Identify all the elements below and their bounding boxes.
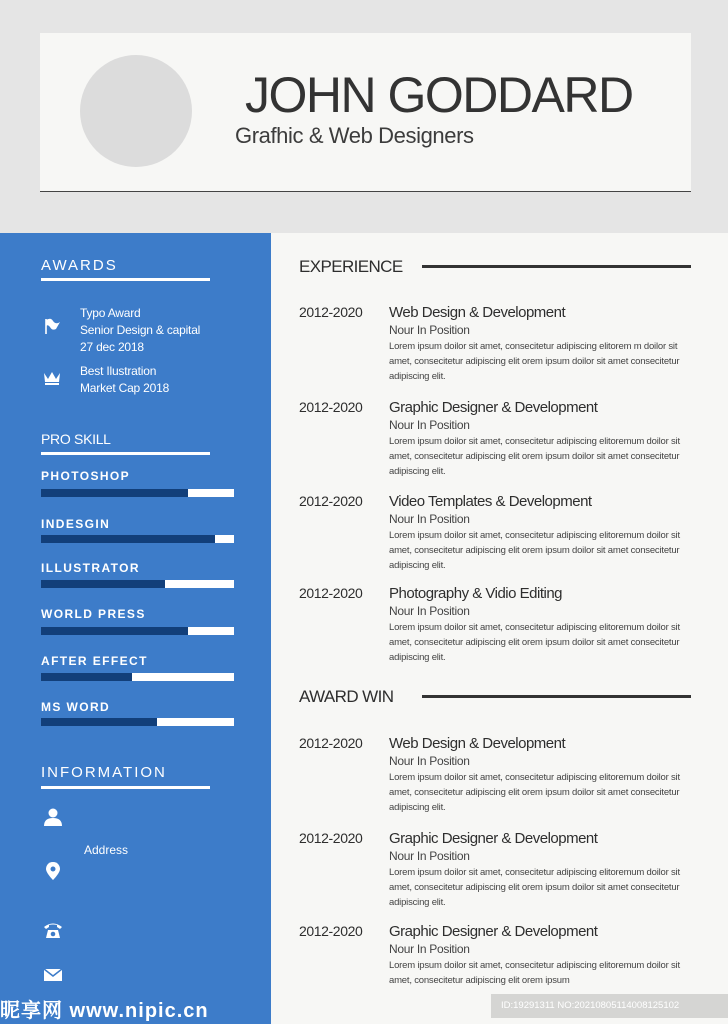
skill-bar-indesgin [41,535,234,543]
entry-title: Web Design & Development [389,304,566,321]
sidebar [0,233,271,1024]
award-2-line-1: Best Ilustration [80,364,157,378]
entry-date: 2012-2020 [299,493,363,509]
skill-fill [41,580,165,588]
entry-description: Lorem ipsum doilor sit amet, consecitetur adipiscing elitoremum doilor sit amet, consecitetur adipiscing elit orem ipsum [389,960,680,986]
entry-date: 2012-2020 [299,399,363,415]
experience-rule [422,265,691,268]
entry-title: Graphic Designer & Development [389,830,598,847]
entry-date: 2012-2020 [299,830,363,846]
skill-label-after-effect: AFTER EFFECT [41,654,148,668]
watermark-logo: 昵享网 www.nipic.cn [0,1000,209,1022]
entry-date: 2012-2020 [299,585,363,601]
user-icon [42,807,64,832]
entry-position: Nour In Position [389,849,470,863]
award-win-rule [422,695,691,698]
entry-title: Photography & Vidio Editing [389,585,563,602]
award-2-line-2: Market Cap 2018 [80,381,170,395]
award-1-line-1: Typo Award [80,306,141,320]
pro-skill-rule [41,452,210,455]
address-label: Address [84,843,129,857]
skill-label-world-press: WORLD PRESS [41,607,146,621]
skill-label-ms-word: MS WORD [41,700,111,714]
entry-position: Nour In Position [389,512,470,526]
entry-description: Lorem ipsum doilor sit amet, consecitetur adipiscing elitoremum doilor sit amet, consecitetur adipiscing elit orem ipsum doilor sit amet consecitetur adipiscing elit. [389,436,680,477]
awards-rule [41,278,210,281]
resume-role: Grafhic & Web Designers [235,123,474,148]
skill-label-photoshop: PHOTOSHOP [41,469,131,483]
information-heading: INFORMATION [41,764,167,781]
entry-position: Nour In Position [389,754,470,768]
header-card [40,33,691,192]
entry-description: Lorem ipsum doilor sit amet, consecitetur adipiscing elitoremum doilor sit amet, consecitetur adipiscing elit orem ipsum doilor sit amet consecitetur adipiscing elit. [389,772,680,813]
avatar [80,55,192,167]
information-rule [41,786,210,789]
skill-label-illustrator: ILLUSTRATOR [41,561,140,575]
award-item-2 [80,363,169,397]
skill-bar-illustrator [41,580,234,588]
skill-fill [41,673,132,681]
main-content [271,233,728,1024]
skill-label-indesgin: INDESGIN [41,517,111,531]
flag-icon [42,317,62,340]
skill-bar-photoshop [41,489,234,497]
phone-icon [42,921,64,944]
entry-title: Graphic Designer & Development [389,923,598,940]
award-win-heading: AWARD WIN [299,687,394,706]
resume-name: JOHN GODDARD [245,67,633,123]
entry-description: Lorem ipsum doilor sit amet, consecitetur adipiscing elitoremum doilor sit amet, consecitetur adipiscing elit orem ipsum doilor sit amet consecitetur adipiscing elit. [389,867,680,908]
entry-description: Lorem ipsum doilor sit amet, consecitetur adipiscing elitoremum doilor sit amet, consecitetur adipiscing elit orem ipsum doilor sit amet consecitetur adipiscing elit. [389,530,680,571]
entry-date: 2012-2020 [299,735,363,751]
entry-description: Lorem ipsum doilor sit amet, consecitetur adipiscing elitoremum doilor sit amet, consecitetur adipiscing elit orem ipsum doilor sit amet consecitetur adipiscing elit. [389,622,680,663]
entry-date: 2012-2020 [299,304,363,320]
award-1-line-3: 27 dec 2018 [80,340,144,354]
skill-fill [41,627,188,635]
entry-position: Nour In Position [389,323,470,337]
skill-fill [41,489,188,497]
award-1-line-2: Senior Design & capital [80,323,201,337]
pro-skill-heading: PRO SKILL [41,431,111,447]
skill-bar-ms-word [41,718,234,726]
entry-title: Web Design & Development [389,735,566,752]
entry-position: Nour In Position [389,418,470,432]
envelope-icon [42,966,64,987]
skill-fill [41,535,215,543]
entry-position: Nour In Position [389,942,470,956]
awards-heading: AWARDS [41,257,118,274]
location-pin-icon [42,861,64,886]
experience-heading: EXPERIENCE [299,257,403,276]
crown-icon [42,370,62,391]
award-item-1 [80,305,200,356]
entry-description: Lorem ipsum doilor sit amet, consecitetur adipiscing elitorem m doilor sit amet, consecitetur adipiscing elit orem ipsum doilor sit amet consecitetur adipiscing elit. [389,341,680,382]
skill-bar-after-effect [41,673,234,681]
entry-title: Video Templates & Development [389,493,592,510]
watermark-id: ID:19291311 NO:20210805114008125102 [491,994,728,1018]
entry-date: 2012-2020 [299,923,363,939]
skill-bar-world-press [41,627,234,635]
entry-title: Graphic Designer & Development [389,399,598,416]
skill-fill [41,718,157,726]
entry-position: Nour In Position [389,604,470,618]
